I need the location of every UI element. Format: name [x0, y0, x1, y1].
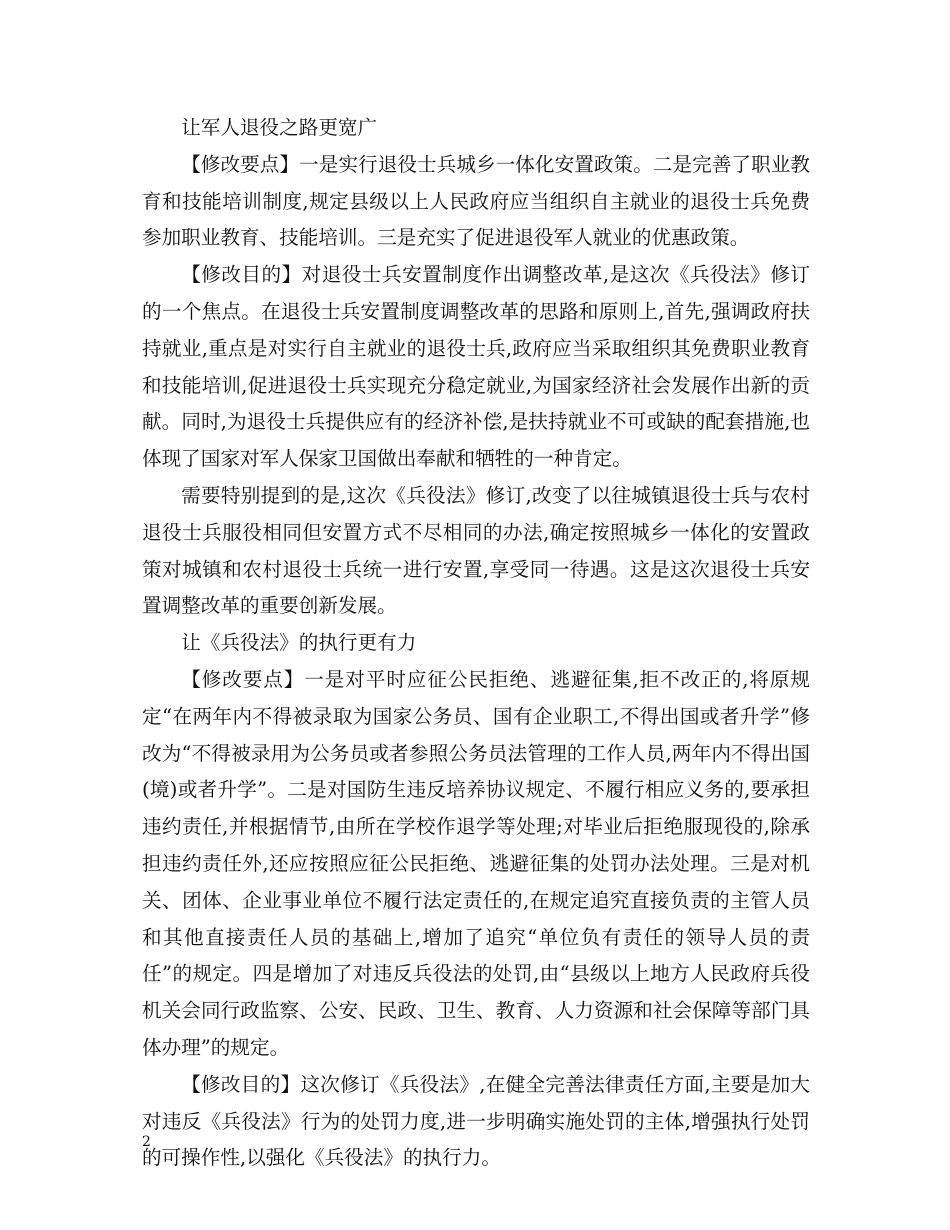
- paragraph-revision-purpose-2: 【修改目的】这次修订《兵役法》,在健全完善法律责任方面,主要是加大对违反《兵役法》行为的处罚力度,进一步明确实施处罚的主体,增强执行处罚的可操作性,以强化《兵役法》的执行力。: [142, 1072, 810, 1170]
- paragraph-special-note: 需要特别提到的是,这次《兵役法》修订,改变了以往城镇退役士兵与农村退役士兵服役相同但安置方式不尽相同的办法,确定按照城乡一体化的安置政策对城镇和农村退役士兵统一进行安置,享受同一待遇。这是这次退役士兵安置调整改革的重要创新发展。: [142, 483, 810, 618]
- paragraph-revision-points-1: 【修改要点】一是实行退役士兵城乡一体化安置政策。二是完善了职业教育和技能培训制度,规定县级以上人民政府应当组织自主就业的退役士兵免费参加职业教育、技能培训。三是充实了促进退役军人就业的优惠政策。: [142, 152, 810, 250]
- section-heading-enforcement: 让《兵役法》的执行更有力: [181, 631, 417, 655]
- document-body: [142, 110, 810, 1177]
- paragraph-revision-points-2: 【修改要点】一是对平时应征公民拒绝、逃避征集,拒不改正的,将原规定“在两年内不得被录取为国家公务员、国有企业职工,不得出国或者升学”修改为“不得被录用为公务员或者参照公务员法管理的工作人员,两年内不得出国(境)或者升学”。二是对国防生违反培养协议规定、不履行相应义务的,要承担违约责任,并根据情节,由所在学校作退学等处理;对毕业后拒绝服现役的,除承担违约责任外,还应按照应征公民拒绝、逃避征集的处罚办法处理。三是对机关、团体、企业事业单位不履行法定责任的,在规定追究直接负责的主管人员和其他直接责任人员的基础上,增加了追究“单位负有责任的领导人员的责任”的规定。四是增加了对违反兵役法的处罚,由“县级以上地方人民政府兵役机关会同行政监察、公安、民政、卫生、教育、人力资源和社会保障等部门具体办理”的规定。: [142, 667, 810, 1059]
- section-heading-retirement: 让军人退役之路更宽广: [181, 116, 378, 139]
- paragraph-revision-purpose-1: 【修改目的】对退役士兵安置制度作出调整改革,是这次《兵役法》修订的一个焦点。在退役士兵安置制度调整改革的思路和原则上,首先,强调政府扶持就业,重点是对实行自主就业的退役士兵,政府应当采取组织其免费职业教育和技能培训,促进退役士兵实现充分稳定就业,为国家经济社会发展作出新的贡献。同时,为退役士兵提供应有的经济补偿,是扶持就业不可或缺的配套措施,也体现了国家对军人保家卫国做出奉献和牺牲的一种肯定。: [142, 263, 810, 471]
- page-number: 2: [142, 1134, 151, 1150]
